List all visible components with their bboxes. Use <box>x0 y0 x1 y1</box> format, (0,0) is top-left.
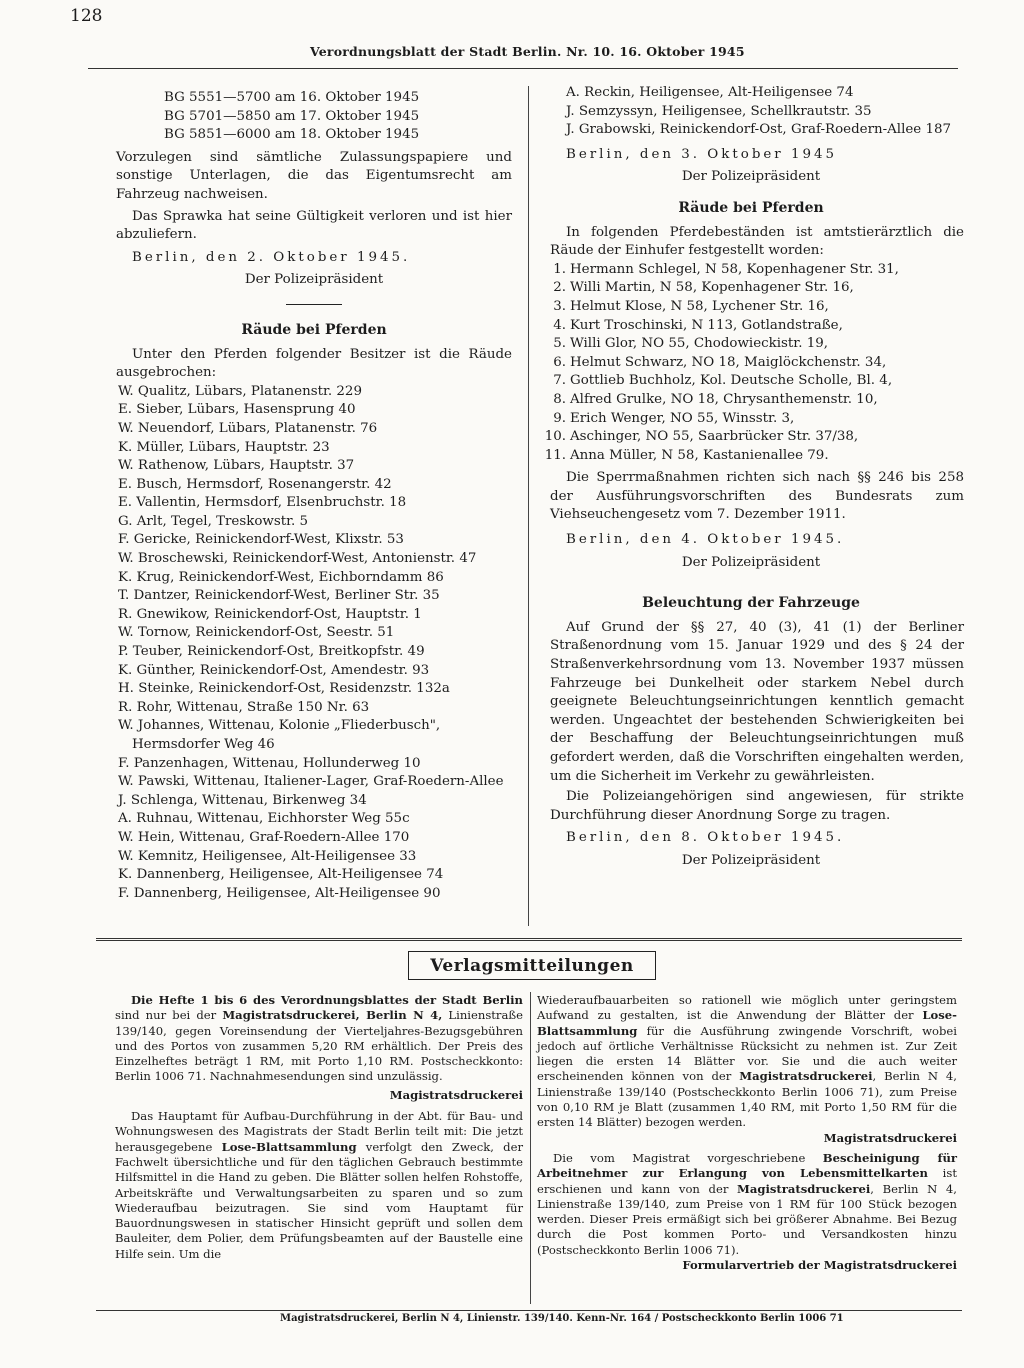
signature: Der Polizeipräsident <box>244 272 384 288</box>
list-item: F. Gericke, Reinickendorf-West, Klixstr. 53 <box>118 532 404 548</box>
item-text: Alfred Grulke, NO 18, Chrysanthemenstr. 10, <box>570 391 878 407</box>
list-item: R. Gnewikow, Reinickendorf-Ost, Hauptstr. 1 <box>118 606 422 622</box>
header-rule <box>88 68 958 69</box>
text: , Berlin N 4, Linienstraße 139/140 (Postscheckkonto Berlin 1006 71), zum Preise von 0,10 RM je Blatt (zusammen 1,40 RM, mit Porto 1,50 RM für die ersten 14 Blätter) bezogen werden. <box>537 1069 957 1130</box>
numbered-item <box>540 428 964 447</box>
list-item: A. Reckin, Heiligensee, Alt-Heiligensee 74 <box>566 85 854 100</box>
paragraph <box>537 1151 957 1258</box>
list-item: W. Qualitz, Lübars, Platanenstr. 229 <box>118 383 362 399</box>
signature: Der Polizeipräsident <box>681 852 821 868</box>
item-number: 9. <box>553 410 566 426</box>
item-text: Hermann Schlegel, N 58, Kopenhagener Str. 31, <box>570 261 899 277</box>
section-heading: Beleuchtung der Fahrzeuge <box>642 595 860 612</box>
item-text: Helmut Schwarz, NO 18, Maiglöckchenstr. 34, <box>570 354 887 370</box>
numbered-item <box>540 372 964 391</box>
page-header: Verordnungsblatt der Stadt Berlin. Nr. 10. 16. Oktober 1945 <box>310 44 745 59</box>
paragraph <box>115 993 523 1085</box>
list-item: F. Panzenhagen, Wittenau, Hollunderweg 10 <box>118 755 421 771</box>
item-text: Willi Martin, N 58, Kopenhagener Str. 16, <box>570 280 854 296</box>
text: für die Ausführung zwingende Vorschrift, wobei jedoch auf örtliche Verhältnisse Rücksicht zu nehmen ist. Zur Zeit liegen die ersten 14 Blätter vor. Sie und die auch weiter erscheinenden können von der <box>537 1023 957 1084</box>
paragraph: In folgenden Pferdebeständen ist amtstierärztlich die Räude der Einhufer festgestellt worden: <box>550 224 964 259</box>
paragraph: Die Sperrmaßnahmen richten sich nach §§ 246 bis 258 der Ausführungsvorschriften des Bundesrats zum Viehseuchengesetz vom 7. Dezember 1911. <box>550 470 964 523</box>
list-item: F. Dannenberg, Heiligensee, Alt-Heiligensee 90 <box>118 885 441 901</box>
list-item: W. Tornow, Reinickendorf-Ost, Seestr. 51 <box>118 625 395 641</box>
list-item: K. Krug, Reinickendorf-West, Eichborndamm 86 <box>118 569 444 585</box>
place-date-text: Berlin, den 8. Oktober 1945. <box>566 830 845 846</box>
item-number: 6. <box>553 354 566 370</box>
list-item: R. Rohr, Wittenau, Straße 150 Nr. 63 <box>118 699 370 715</box>
paragraph: Auf Grund der §§ 27, 40 (3), 41 (1) der Berliner Straßenordnung vom 15. Januar 1929 und des § 24 der Straßenverkehrsordnung vom 13. November 1937 müssen Fahrzeuge bei Dunkelheit oder starkem Nebel durch geeignete Beleuchtungseinrichtungen kenntlich gemacht werden. Ungeachtet der bestehenden Schwierigkeiten bei der Beschaffung der Beleuchtungseinrichtungen muß gefordert werden, daß die Vorschriften eingehalten werden, um die Sicherheit im Verkehr zu gewährleisten. <box>550 619 964 784</box>
verlag-left-column <box>115 993 523 1262</box>
numbered-item <box>540 354 964 373</box>
place-date-text: Berlin, den 2. Oktober 1945. <box>132 249 411 265</box>
signature: Der Polizeipräsident <box>681 554 821 570</box>
list-item: J. Semzyssyn, Heiligensee, Schellkrautstr. 35 <box>566 103 872 119</box>
text: sind nur bei der <box>115 1008 223 1023</box>
paragraph <box>537 993 957 1131</box>
date-line: BG 5701—5850 am 17. Oktober 1945 <box>164 108 420 124</box>
list-item: J. Schlenga, Wittenau, Birkenweg 34 <box>118 792 367 808</box>
column-divider <box>528 86 529 926</box>
list-item: E. Busch, Hermsdorf, Rosenangerstr. 42 <box>118 476 392 492</box>
bold-text: Magistratsdruckerei, Berlin N 4, <box>222 1008 443 1023</box>
item-text: Gottlieb Buchholz, Kol. Deutsche Scholle, Bl. 4, <box>570 373 893 389</box>
bold-text: Lose-Blattsammlung <box>537 1008 957 1038</box>
list-item: W. Johannes, Wittenau, Kolonie „Fliederbusch", Hermsdorfer Weg 46 <box>118 718 441 752</box>
paragraph <box>115 1109 523 1262</box>
date-line: BG 5851—6000 am 18. Oktober 1945 <box>164 127 420 143</box>
list-item: W. Broschewski, Reinickendorf-West, Antonienstr. 47 <box>118 551 477 567</box>
list-item: W. Rathenow, Lübars, Hauptstr. 37 <box>118 458 355 474</box>
item-text: Aschinger, NO 55, Saarbrücker Str. 37/38, <box>570 429 859 445</box>
place-date <box>538 531 964 550</box>
text: Wiederaufbauarbeiten so rationell wie möglich unter geringstem Aufwand zu gestalten, ist die Anwendung der Blätter der <box>537 993 957 1023</box>
text: ist erschienen und kann von der <box>537 1166 957 1196</box>
item-number: 4. <box>553 317 566 333</box>
item-number: 8. <box>553 391 566 407</box>
owner-list <box>116 383 512 904</box>
date-list <box>116 89 512 145</box>
text: , Berlin N 4, Linienstraße 139/140, zum Preise von 1 RM für 100 Stück bezogen werden. Dieser Preis ermäßigt sich bei größerer Abnahme. Bei Bezug durch die Post kommen Porto- und Versandkosten hinzu (Postscheckkonto Berlin 1006 71). <box>537 1181 957 1257</box>
column-divider <box>530 992 531 1304</box>
stable-list <box>538 261 964 466</box>
text: Das Hauptamt für Aufbau-Durchführung in der Abt. für Bau- und Wohnungswesen des Magistrats der Stadt Berlin teilt mit: Die jetzt herausgegebene <box>115 1109 523 1154</box>
numbered-item <box>540 447 964 466</box>
date-line: BG 5551—5700 am 16. Oktober 1945 <box>164 90 420 105</box>
item-number: 5. <box>553 336 566 352</box>
list-item: E. Vallentin, Hermsdorf, Elsenbruchstr. 18 <box>118 495 407 511</box>
verlag-title: Verlagsmitteilungen <box>430 955 634 976</box>
bold-text: Die Hefte 1 bis 6 des Verordnungsblattes der Stadt Berlin <box>131 993 523 1007</box>
list-item: T. Dantzer, Reinickendorf-West, Berliner Str. 35 <box>118 588 440 604</box>
bold-text: Bescheinigung für Arbeitnehmer zur Erlangung von Lebensmittelkarten <box>537 1150 957 1181</box>
footer-rule <box>96 1310 962 1311</box>
list-item: K. Dannenberg, Heiligensee, Alt-Heiligensee 74 <box>118 867 444 883</box>
list-item: K. Günther, Reinickendorf-Ost, Amendestr. 93 <box>118 662 430 678</box>
list-item: W. Hein, Wittenau, Graf-Roedern-Allee 170 <box>118 829 410 845</box>
spacer <box>538 572 964 594</box>
item-number: 3. <box>553 298 566 314</box>
place-date <box>538 829 964 848</box>
owner-list-continued <box>538 84 964 140</box>
item-number: 1. <box>553 261 566 277</box>
item-number: 10. <box>544 429 566 445</box>
bold-text: Lose-Blattsammlung <box>221 1139 357 1154</box>
text: verfolgt den Zweck, der Fachwelt übersichtliche und für den täglichen Gebrauch bestimmte Hilfsmittel in die Hand zu geben. Die Blätter sollen helfen Rohstoffe, Arbeitskräfte und Verwaltungsarbeiten zu sparen und so zum Wiederaufbau beizutragen. Sie sind vom Hauptamt für Bauordnungswesen in statischer Hinsicht geprüft und sollen dem Bauleiter, dem Polier, dem Prüfungsbeamten auf der Baustelle eine Hilfe sein. Um die <box>115 1139 523 1261</box>
verlag-right-column <box>537 993 957 1273</box>
numbered-item <box>540 317 964 336</box>
paragraph: Die Polizeiangehörigen sind angewiesen, für strikte Durchführung dieser Anordnung Sorge zu tragen. <box>550 789 964 823</box>
list-item: G. Arlt, Tegel, Treskowstr. 5 <box>118 513 309 529</box>
place-date-text: Berlin, den 4. Oktober 1945. <box>566 532 845 548</box>
imprint-footer: Magistratsdruckerei, Berlin N 4, Linienstr. 139/140. Kenn-Nr. 164 / Postscheckkonto Berlin 1006 71 <box>280 1313 844 1324</box>
right-column <box>538 84 964 871</box>
paragraph: Vorzulegen sind sämtliche Zulassungspapiere und sonstige Unterlagen, die das Eigentumsrecht am Fahrzeug nachweisen. <box>116 149 512 202</box>
paragraph: Das Sprawka hat seine Gültigkeit verloren und ist hier abzuliefern. <box>116 208 512 243</box>
list-item: A. Ruhnau, Wittenau, Eichhorster Weg 55c <box>118 811 410 827</box>
item-text: Willi Glor, NO 55, Chodowieckistr. 19, <box>570 336 829 352</box>
section-rule <box>96 938 962 941</box>
text: Linienstraße 139/140, gegen Voreinsendung der Vierteljahres-Bezugsgebühren und des Portos von zusammen 5,20 RM erhältlich. Der Preis des Einzelheftes beträgt 1 RM, mit Porto 1,10 RM. Postscheckkonto: Berlin 1006 71. Nachnahmesendungen sind unzulässig. <box>115 1008 523 1084</box>
list-item: H. Steinke, Reinickendorf-Ost, Residenzstr. 132a <box>118 681 450 697</box>
list-item: W. Neuendorf, Lübars, Platanenstr. 76 <box>118 420 378 436</box>
numbered-item <box>540 391 964 410</box>
numbered-item <box>540 298 964 317</box>
text: Die vom Magistrat vorgeschriebene <box>553 1150 823 1165</box>
left-column <box>116 89 512 903</box>
signature: Magistratsdruckerei <box>823 1130 957 1145</box>
numbered-item <box>540 261 964 280</box>
item-number: 2. <box>553 280 566 296</box>
list-item: W. Pawski, Wittenau, Italiener-Lager, Graf-Roedern-Allee <box>118 774 504 790</box>
numbered-item <box>540 279 964 298</box>
place-date-text: Berlin, den 3. Oktober 1945 <box>566 146 838 162</box>
place-date <box>538 146 964 165</box>
item-text: Anna Müller, N 58, Kastanienallee 79. <box>570 447 829 463</box>
signature: Der Polizeipräsident <box>681 169 821 185</box>
item-text: Kurt Troschinski, N 113, Gotlandstraße, <box>570 317 843 333</box>
section-heading: Räude bei Pferden <box>241 321 387 338</box>
place-date <box>116 249 512 268</box>
signature: Magistratsdruckerei <box>389 1087 523 1102</box>
verlag-title-box <box>408 951 656 980</box>
list-item: W. Kemnitz, Heiligensee, Alt-Heiligensee 33 <box>118 848 417 864</box>
separator-rule <box>286 304 342 305</box>
bold-text: Magistratsdruckerei <box>739 1069 873 1084</box>
list-item: J. Grabowski, Reinickendorf-Ost, Graf-Roedern-Allee 187 <box>566 122 952 138</box>
list-item: P. Teuber, Reinickendorf-Ost, Breitkopfstr. 49 <box>118 644 425 660</box>
item-text: Helmut Klose, N 58, Lychener Str. 16, <box>570 298 829 314</box>
item-number: 7. <box>553 373 566 389</box>
paragraph: Unter den Pferden folgender Besitzer ist die Räude ausgebrochen: <box>116 346 512 381</box>
list-item: K. Müller, Lübars, Hauptstr. 23 <box>118 439 330 455</box>
numbered-item <box>540 410 964 429</box>
signature: Formularvertrieb der Magistratsdruckerei <box>682 1258 957 1273</box>
list-item: E. Sieber, Lübars, Hasensprung 40 <box>118 402 356 418</box>
numbered-item <box>540 335 964 354</box>
bold-text: Magistratsdruckerei <box>737 1181 871 1196</box>
item-number: 11. <box>544 447 566 463</box>
page-number: 128 <box>70 6 103 26</box>
item-text: Erich Wenger, NO 55, Winsstr. 3, <box>570 410 795 426</box>
section-heading: Räude bei Pferden <box>678 199 824 216</box>
